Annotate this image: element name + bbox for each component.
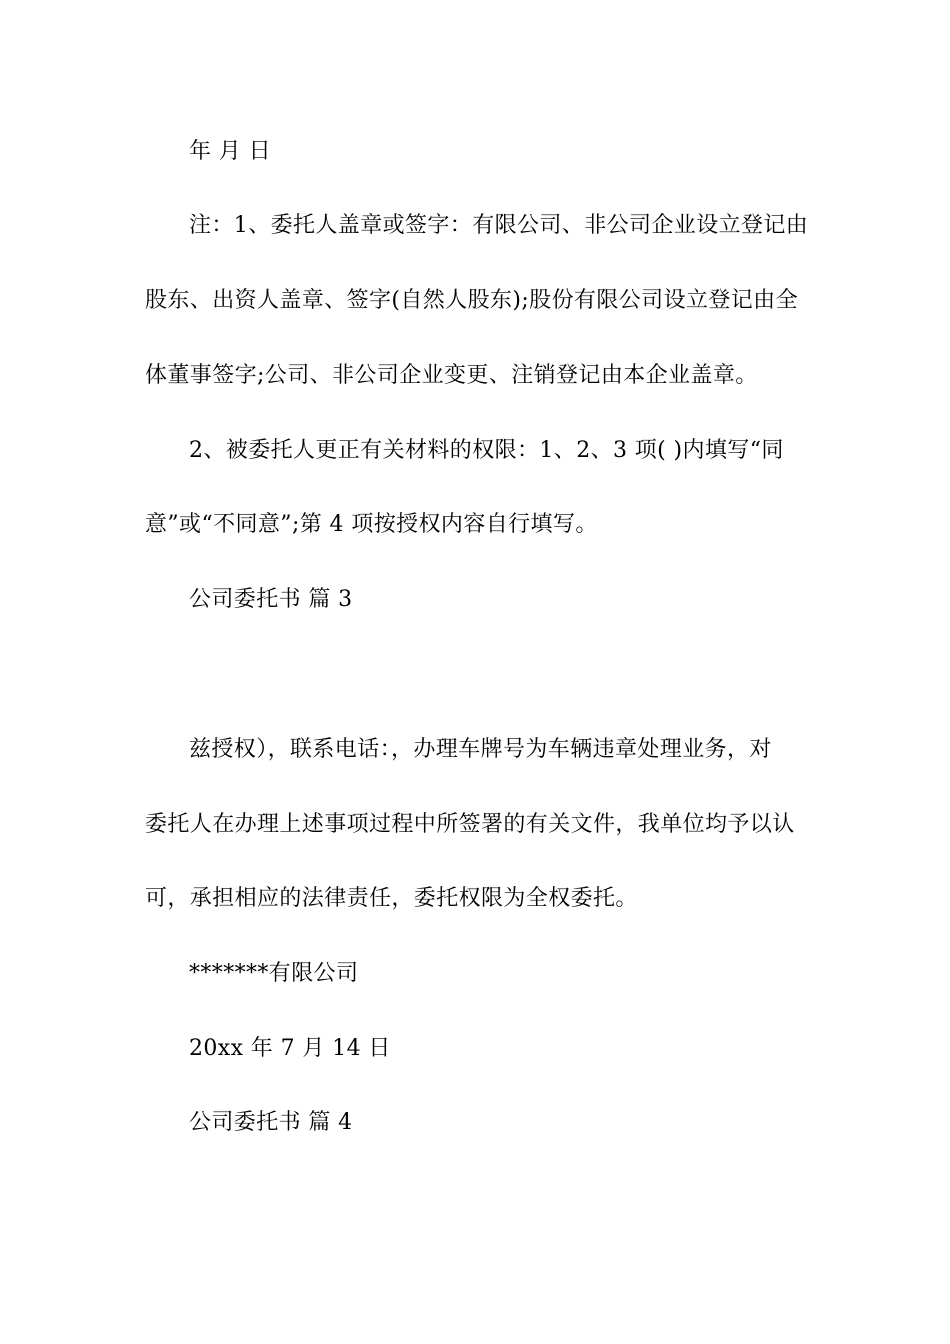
body-line-2: 委托人在办理上述事项过程中所签署的有关文件，我单位均予以认: [145, 812, 795, 837]
body-line-1: 兹授权），联系电话：，办理车牌号为车辆违章处理业务，对: [189, 737, 772, 762]
note-line-1: 注：1、委托人盖章或签字：有限公司、非公司企业设立登记由: [189, 213, 809, 238]
section-3-title: 公司委托书 篇 3: [189, 587, 353, 612]
note2-line-1: 2、被委托人更正有关材料的权限：1、2、3 项( )内填写“同: [189, 438, 784, 463]
body-line-3: 可，承担相应的法律责任，委托权限为全权委托。: [145, 886, 638, 911]
note2-line-2: 意”或“不同意”;第 4 项按授权内容自行填写。: [145, 512, 598, 537]
note-line-2: 股东、出资人盖章、签字(自然人股东);股份有限公司设立登记由全: [145, 288, 798, 313]
section-4-title: 公司委托书 篇 4: [189, 1110, 353, 1135]
company-name: *******有限公司: [189, 961, 359, 986]
date-blank: 年 月 日: [189, 139, 271, 164]
signature-date: 20xx 年 7 月 14 日: [189, 1036, 391, 1061]
note-line-3: 体董事签字;公司、非公司企业变更、注销登记由本企业盖章。: [145, 363, 758, 388]
